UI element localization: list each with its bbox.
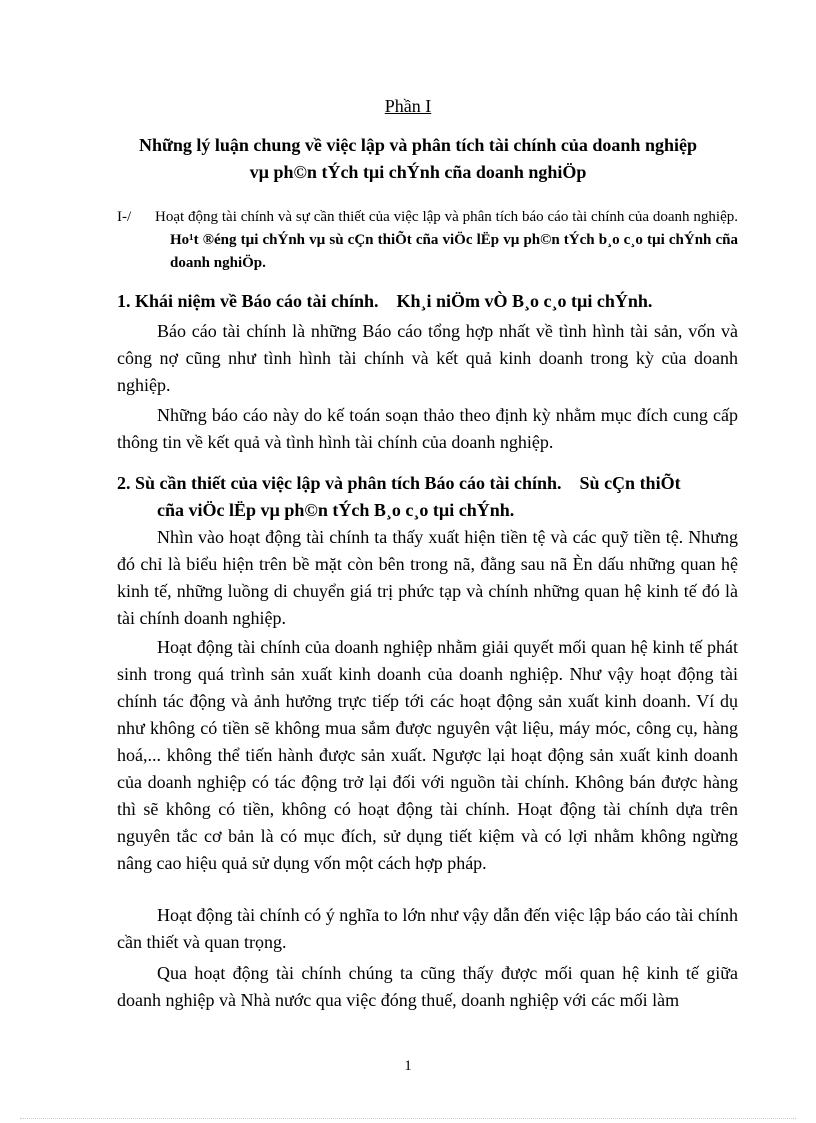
- main-title-line1: Những lý luận chung về việc lập và phân tích tài chính của doanh nghiệp: [139, 135, 697, 155]
- paragraph: Nhìn vào hoạt động tài chính ta thấy xuất hiện tiền tệ và các quỹ tiền tệ. Nhưng đó chỉ là biểu hiện trên bề mặt còn bên trong nã, đằng sau nã Èn dấu những quan hệ kinh tế, những luồng di chuyển giá trị phức tạp và chính những quan hệ kinh tế đó là tài chính doanh nghiệp.: [117, 527, 738, 628]
- main-title: [100, 132, 736, 186]
- heading-1: [117, 288, 738, 315]
- paragraph: Báo cáo tài chính là những Báo cáo tổng hợp nhất về tình hình tài sản, vốn và công nợ cũng như tình hình tài chính và kết quả kinh doanh trong kỳ của doanh nghiệp.: [117, 321, 738, 395]
- heading-1-garbled: Kh¸i niÖm vÒ B¸o c¸o tµi chÝnh.: [396, 291, 653, 311]
- section-i-body: [132, 206, 738, 275]
- heading-2-garbled-b: cña viÖc lËp vµ ph©n tÝch B¸o c¸o tµi chÝnh.: [157, 500, 515, 520]
- section-i-heading: [117, 206, 738, 275]
- section-i-garbled: Ho¹t ®éng tµi chÝnh vµ sù cÇn thiÕt cña viÖc lËp vµ ph©n tÝch b¸o c¸o tµi chÝnh cña doanh nghiÖp.: [170, 232, 738, 271]
- paragraph: Hoạt động tài chính có ý nghĩa to lớn như vậy dẫn đến việc lập báo cáo tài chính cần thiết và quan trọng.: [117, 905, 738, 952]
- paragraph: Qua hoạt động tài chính chúng ta cũng thấy được mối quan hệ kinh tế giữa doanh nghiệp và Nhà nước qua việc đóng thuế, doanh nghiệp với các mối làm: [117, 963, 738, 1010]
- heading-2: [117, 470, 738, 524]
- section-i-text: Hoạt động tài chính và sự cần thiết của việc lập và phân tích báo cáo tài chính của doanh nghiệp.: [155, 209, 738, 225]
- page-number: 1: [404, 1058, 412, 1074]
- heading-1-text: 1. Khái niệm về Báo cáo tài chính.: [117, 291, 379, 311]
- main-title-line2: vµ ph©n tÝch tµi chÝnh cña doanh nghiÖp: [249, 162, 587, 182]
- page-break-line: [20, 1118, 796, 1119]
- paragraph: Những báo cáo này do kế toán soạn thảo theo định kỳ nhằm mục đích cung cấp thông tin về kết quả và tình hình tài chính của doanh nghiệp.: [117, 405, 738, 452]
- part-title: Phần I: [384, 96, 432, 116]
- heading-2-text: 2. Sù cần thiết của việc lập và phân tích Báo cáo tài chính.: [117, 473, 562, 493]
- heading-2-garbled-a: Sù cÇn thiÕt: [579, 473, 681, 493]
- section-i-prefix: I-/: [117, 209, 132, 225]
- paragraph: Hoạt động tài chính của doanh nghiệp nhằm giải quyết mối quan hệ kinh tế phát sinh trong quá trình sản xuất kinh doanh của doanh nghiệp. Như vậy hoạt động tài chính tác động và ảnh hưởng trực tiếp tới các hoạt động sản xuất kinh doanh. Ví dụ như không có tiền sẽ không mua sắm được nguyên vật liệu, máy móc, công cụ, hàng hoá,... không thể tiến hành được sản xuất. Ngược lại hoạt động sản xuất kinh doanh của doanh nghiệp có tác động trở lại đối với nguồn tài chính. Không bán được hàng thì sẽ không có tiền, không có hoạt động tài chính. Hoạt động tài chính dựa trên nguyên tắc cơ bản là có mục đích, sử dụng tiết kiệm và có lợi nhằm không ngừng nâng cao hiệu quả sử dụng vốn một cách hợp pháp.: [117, 637, 738, 873]
